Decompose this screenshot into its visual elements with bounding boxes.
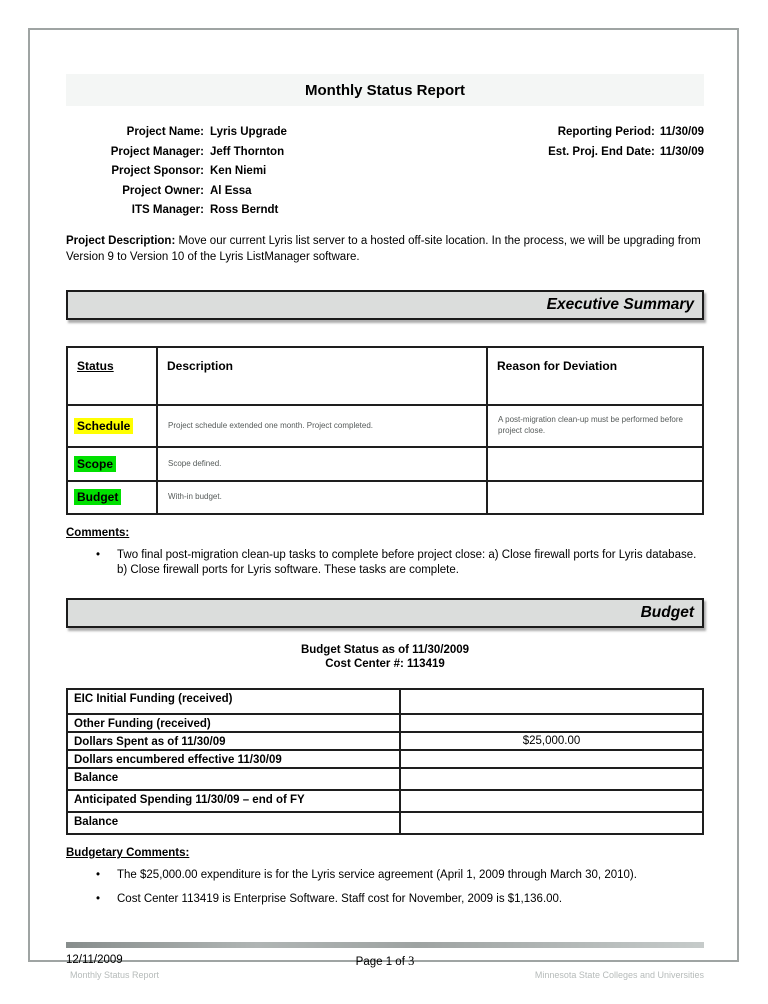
budget-row-value: [400, 750, 703, 768]
footer-organization: Minnesota State Colleges and Universities: [534, 970, 704, 980]
its-manager-value: Ross Berndt: [210, 204, 279, 217]
schedule-highlight: Schedule: [74, 418, 133, 434]
exec-row-scope: [67, 447, 703, 481]
footer-date: 12/11/2009: [66, 954, 123, 966]
exec-row-schedule: [67, 405, 703, 447]
budget-row-value: [400, 790, 703, 812]
project-owner-value: Al Essa: [210, 184, 252, 197]
scope-highlight: Scope: [74, 456, 116, 472]
budget-row-label: Anticipated Spending 11/30/09 – end of FY: [67, 790, 400, 812]
info-row-project-sponsor: [66, 162, 704, 182]
budget-row-value: [400, 714, 703, 732]
scope-reason-cell: [487, 447, 703, 481]
footer-page-total: 3: [408, 954, 415, 968]
budget-row-balance-1: [67, 768, 703, 790]
footer-divider-bar: [66, 942, 704, 948]
page-footer: [66, 942, 704, 982]
schedule-reason-cell: A post-migration clean-up must be performed before project close.: [487, 405, 703, 447]
project-name-value: Lyris Upgrade: [210, 126, 287, 138]
project-description-label: Project Description:: [66, 234, 176, 247]
executive-summary-section-bar: [66, 290, 704, 320]
info-row-its-manager: [66, 201, 704, 221]
budget-row-value: [400, 689, 703, 714]
cost-center-line: Cost Center #: 113419: [325, 657, 445, 670]
comments-section: [66, 527, 704, 578]
budget-title: Budget: [640, 603, 694, 621]
info-row-reporting-period: [548, 123, 704, 143]
executive-summary-title: Executive Summary: [546, 295, 694, 313]
project-sponsor-label: Project Sponsor:: [111, 165, 204, 178]
scope-description-cell: Scope defined.: [157, 447, 487, 481]
budget-table: [66, 688, 704, 835]
est-end-date-value: 11/30/09: [659, 145, 704, 158]
page-title: Monthly Status Report: [305, 81, 465, 99]
budgetary-comments-section: [66, 847, 704, 907]
budget-row-eic-funding: [67, 689, 703, 714]
budget-row-label: Balance: [67, 812, 400, 834]
budget-row-value: [400, 768, 703, 790]
budget-description-cell: With-in budget.: [157, 481, 487, 514]
title-band: [66, 74, 704, 106]
budget-row-value: [400, 812, 703, 834]
project-owner-label: Project Owner:: [122, 184, 204, 197]
budget-status-cell: [67, 481, 157, 514]
project-info-right: [548, 123, 704, 162]
schedule-status-cell: [67, 405, 157, 447]
project-info-section: [66, 123, 704, 221]
project-description-text: Move our current Lyris list server to a hosted off-site location. In the process, we will be upgrading from Version 9 to Version 10 of the Lyris ListManager software.: [66, 234, 701, 264]
comments-list: [66, 548, 704, 578]
info-row-est-end-date: [548, 143, 704, 163]
budget-row-label: EIC Initial Funding (received): [67, 689, 400, 714]
comments-heading: Comments:: [66, 526, 130, 539]
budget-row-label: Other Funding (received): [67, 714, 400, 732]
exec-header-status: Status: [67, 347, 157, 405]
project-description: [66, 233, 704, 266]
reporting-period-label: Reporting Period:: [557, 126, 655, 138]
schedule-description-cell: Project schedule extended one month. Project completed.: [157, 405, 487, 447]
budget-highlight: Budget: [74, 489, 121, 505]
footer-line-2: [66, 970, 704, 982]
its-manager-label: ITS Manager:: [131, 204, 204, 217]
budgetary-comment-item: • Cost Center 113419 is Enterprise Software. Staff cost for November, 2009 is $1,136.00.: [66, 892, 704, 907]
budgetary-comment-item: • The $25,000.00 expenditure is for the Lyris service agreement (April 1, 2009 through March 30, 2010).: [66, 868, 704, 883]
budget-row-label: Balance: [67, 768, 400, 790]
footer-doc-name: Monthly Status Report: [70, 970, 160, 980]
exec-table-header-row: [67, 347, 703, 405]
budget-row-label: Dollars Spent as of 11/30/09: [67, 732, 400, 750]
reporting-period-value: 11/30/09: [659, 126, 704, 138]
page-content: [30, 74, 737, 1004]
project-manager-label: Project Manager:: [110, 145, 204, 158]
budget-status-line: Budget Status as of 11/30/2009: [300, 643, 470, 656]
budget-row-value: $25,000.00: [400, 732, 703, 750]
project-manager-value: Jeff Thornton: [210, 145, 285, 158]
budget-subtitle: [66, 643, 704, 671]
scope-status-cell: [67, 447, 157, 481]
budget-row-anticipated-spending: [67, 790, 703, 812]
budgetary-comments-heading: Budgetary Comments:: [66, 846, 190, 859]
info-row-project-owner: [66, 182, 704, 202]
budget-reason-cell: [487, 481, 703, 514]
est-end-date-label: Est. Proj. End Date:: [548, 145, 655, 158]
budget-row-balance-2: [67, 812, 703, 834]
executive-summary-table: [66, 346, 704, 515]
budget-row-dollars-spent: [67, 732, 703, 750]
project-name-label: Project Name:: [126, 126, 204, 138]
budget-row-label: Dollars encumbered effective 11/30/09: [67, 750, 400, 768]
exec-row-budget: [67, 481, 703, 514]
document-page: [28, 28, 739, 980]
exec-header-reason: Reason for Deviation: [487, 347, 703, 405]
project-sponsor-value: Ken Niemi: [210, 165, 267, 178]
budgetary-comments-list: [66, 868, 704, 907]
exec-header-description: Description: [157, 347, 487, 405]
comment-item: • Two final post-migration clean-up tasks to complete before project close: a) Close firewall ports for Lyris database. b) Close firewall ports for Lyris software. These tasks are complete.: [66, 548, 704, 578]
footer-line-1: [66, 954, 704, 968]
budget-row-other-funding: [67, 714, 703, 732]
budget-row-dollars-encumbered: [67, 750, 703, 768]
budget-section-bar: [66, 598, 704, 628]
footer-page-number: Page 1 of 3: [355, 954, 415, 968]
